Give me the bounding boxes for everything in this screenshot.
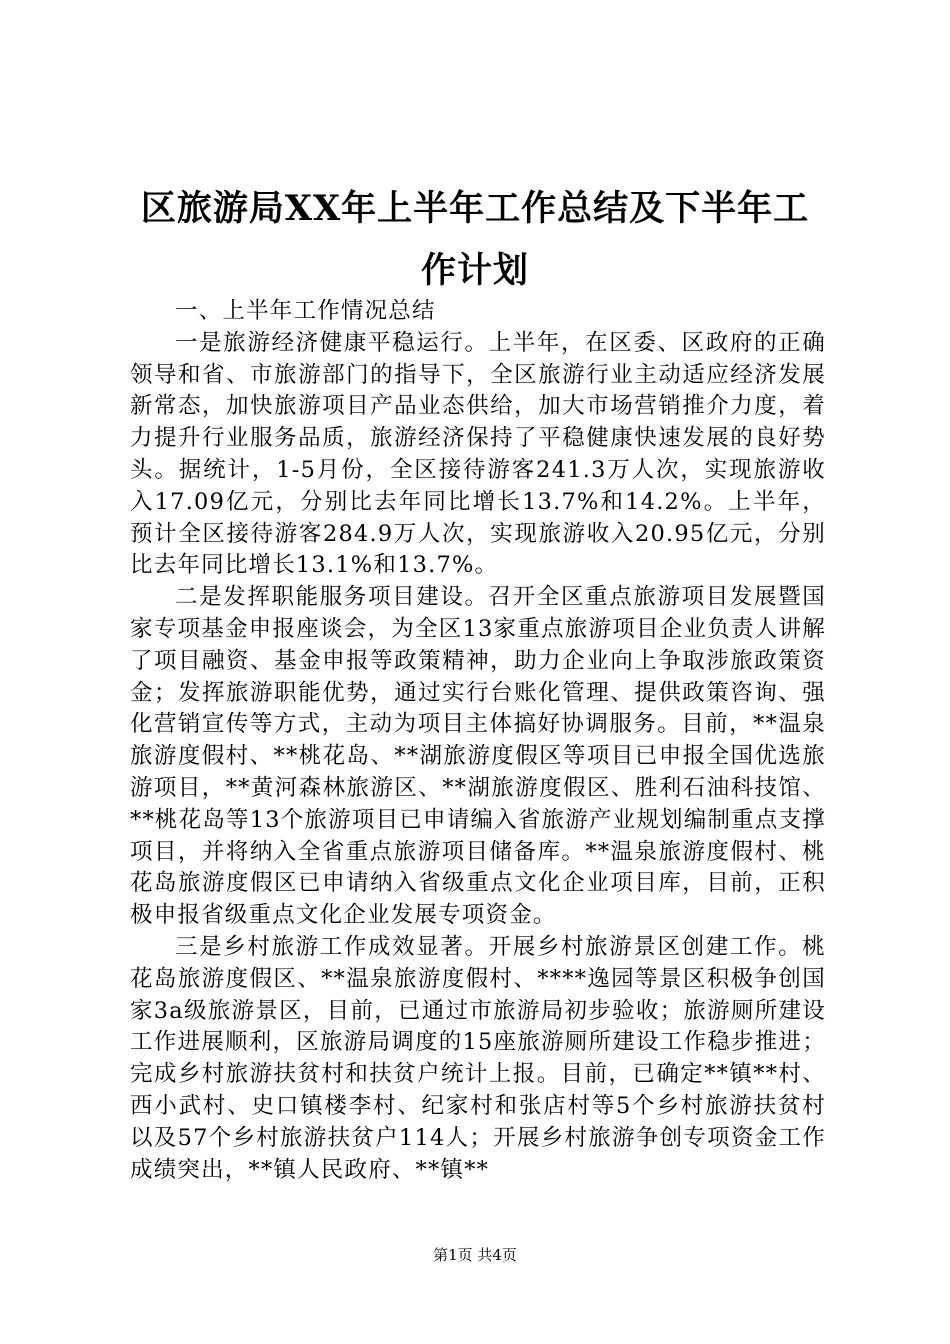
paragraph-rural-tourism: 三是乡村旅游工作成效显著。开展乡村旅游景区创建工作。桃花岛旅游度假区、**温泉旅游度假村、****逸园等景区积极争创国家3a级旅游景区，目前，已通过市旅游局初步验收；旅游厕所建设工作进展顺利，区旅游局调度的15座旅游厕所建设工作稳步推进；完成乡村旅游扶贫村和扶贫户统计上报。目前，已确定**镇**村、西小武村、史口镇楼李村、纪家村和张店村等5个乡村旅游扶贫村以及57个乡村旅游扶贫户114人；开展乡村旅游争创专项资金工作成绩突出，**镇人民政府、**镇** xyxy=(130,933,826,1183)
document-body xyxy=(130,296,826,1186)
paragraph-tourism-economy: 一是旅游经济健康平稳运行。上半年，在区委、区政府的正确领导和省、市旅游部门的指导下，全区旅游行业主动适应经济发展新常态，加快旅游项目产品业态供给，加大市场营销推介力度，着力提升行业服务品质，旅游经济保持了平稳健康快速发展的良好势头。据统计，1-5月份，全区接待游客241.3万人次，实现旅游收入17.09亿元，分别比去年同比增长13.7%和14.2%。上半年，预计全区接待游客284.9万人次，实现旅游收入20.95亿元，分别比去年同比增长13.1%和13.7%。 xyxy=(130,329,826,579)
page-number: 第1页 共4页 xyxy=(433,1246,517,1264)
paragraph-project-service: 二是发挥职能服务项目建设。召开全区重点旅游项目发展暨国家专项基金申报座谈会，为全区13家重点旅游项目企业负责人讲解了项目融资、基金申报等政策精神，助力企业向上争取涉旅政策资金；发挥旅游职能优势，通过实行台账化管理、提供政策咨询、强化营销宣传等方式，主动为项目主体搞好协调服务。目前，**温泉旅游度假村、**桃花岛、**湖旅游度假区等项目已申报全国优选旅游项目，**黄河森林旅游区、**湖旅游度假区、胜利石油科技馆、**桃花岛等13个旅游项目已申请编入省旅游产业规划编制重点支撑项目，并将纳入全省重点旅游项目储备库。**温泉旅游度假村、桃花岛旅游度假区已申请纳入省级重点文化企业项目库，目前，正积极申报省级重点文化企业发展专项资金。 xyxy=(130,584,826,929)
section-heading: 一、上半年工作情况总结 xyxy=(175,298,436,324)
document-title: 区旅游局XX年上半年工作总结及下半年工作计划 xyxy=(140,188,810,291)
